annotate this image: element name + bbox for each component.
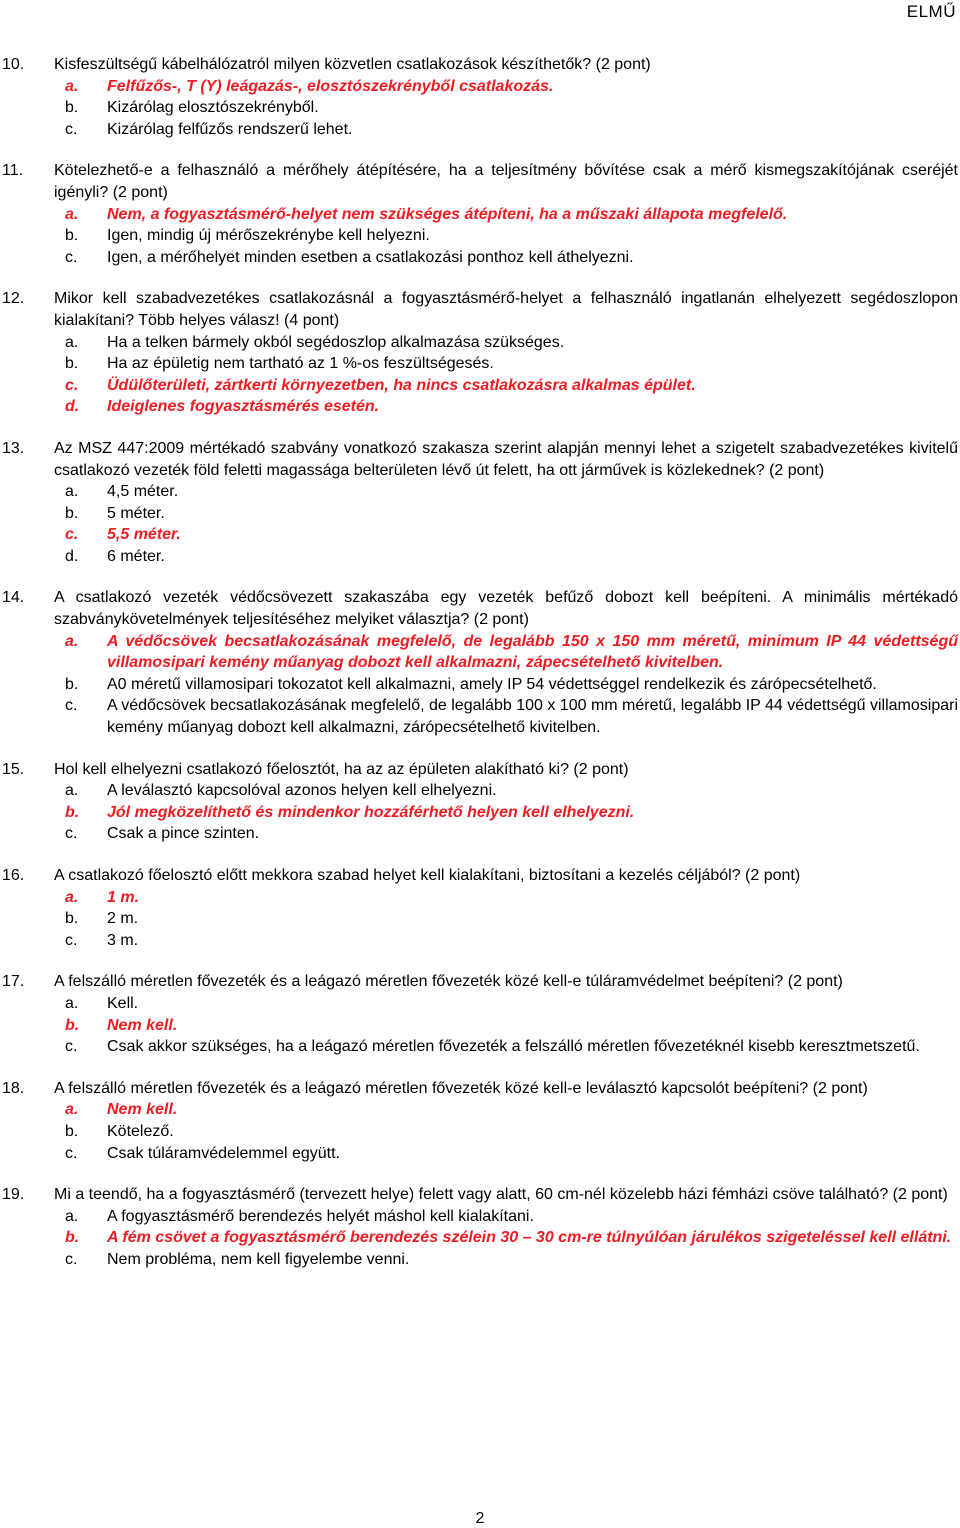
question-number: 18. — [2, 1079, 25, 1097]
option-letter: b. — [65, 675, 79, 693]
question-number: 16. — [2, 867, 25, 884]
option-letter: c. — [65, 1038, 78, 1056]
question-text: Mikor kell szabadvezetékes csatlakozásnál a fogyasztásmérő-helyet a felhasználó ingatlanán elhelyezett segédoszlopon kialakítani? Több helyes válasz! (4 pont) — [54, 290, 958, 329]
question-text: Hol kell elhelyezni csatlakozó főelosztót, ha az az épületen alakítható ki? (2 pont) — [54, 760, 629, 778]
question-block — [0, 438, 960, 568]
option-letter: b. — [65, 803, 80, 821]
question-block — [0, 759, 960, 845]
option-letter: c. — [65, 248, 78, 266]
answer-option — [54, 1121, 960, 1143]
answer-option-correct — [54, 887, 960, 909]
question-text: Kötelezhető-e a felhasználó a mérőhely átépítésére, ha a teljesítmény bővítése csak a mérő kismegszakítójának cseréjét igényli? (2 pont) — [54, 162, 958, 201]
option-letter: d. — [65, 398, 80, 416]
answer-option-correct — [54, 631, 960, 674]
question-row — [0, 288, 960, 331]
answer-option — [54, 546, 960, 568]
option-letter: b. — [65, 99, 79, 117]
option-letter: b. — [65, 1122, 79, 1140]
answer-option — [54, 823, 960, 845]
question-number: 12. — [2, 290, 25, 308]
option-text: A0 méretű villamosipari tokozatot kell alkalmazni, amely IP 54 védettséggel rendelkezik és zárópecsételhető. — [107, 675, 877, 693]
option-text: 3 m. — [107, 931, 139, 949]
option-letter: b. — [65, 227, 79, 245]
option-text: Kizárólag felfűzős rendszerű lehet. — [107, 120, 353, 138]
question-block — [0, 1184, 960, 1270]
option-letter: a. — [65, 888, 79, 906]
option-letter: a. — [65, 483, 79, 501]
option-text: 5 méter. — [107, 504, 165, 522]
answer-option-correct — [54, 396, 960, 418]
answer-option — [54, 119, 960, 141]
answer-option-correct — [54, 1099, 960, 1121]
option-text: Nem kell. — [107, 1016, 178, 1034]
question-number: 17. — [2, 973, 25, 991]
option-text: Kell. — [107, 994, 139, 1012]
option-letter: d. — [65, 547, 79, 565]
question-text: Kisfeszültségű kábelhálózatról milyen közvetlen csatlakozások készíthetők? (2 pont) — [54, 56, 651, 73]
option-letter: b. — [65, 355, 79, 373]
option-letter: a. — [65, 77, 79, 95]
option-text: A védőcsövek becsatlakozásának megfelelő, de legalább 150 x 150 mm méretű, minimum IP 44 védettségű villamosipari kemény műanyag dobozt kell alkalmazni, zápecsételhető kivitelben. — [107, 632, 958, 672]
option-letter: c. — [65, 697, 78, 715]
option-letter: c. — [65, 825, 78, 843]
answer-option — [54, 780, 960, 802]
question-row — [0, 865, 960, 887]
question-block — [0, 160, 960, 268]
option-letter: a. — [65, 632, 79, 650]
answer-option — [54, 1143, 960, 1165]
answer-option — [54, 695, 960, 738]
answer-option — [54, 481, 960, 503]
option-text: A leválasztó kapcsolóval azonos helyen kell elhelyezni. — [107, 782, 497, 800]
option-text: 5,5 méter. — [107, 526, 181, 544]
question-number: 11. — [2, 162, 24, 180]
option-text: Ha az épületig nem tartható az 1 %-os feszültségesés. — [107, 355, 494, 373]
answer-option-correct — [54, 524, 960, 546]
question-row — [0, 587, 960, 630]
answer-option-correct — [54, 375, 960, 397]
question-text: A csatlakozó vezeték védőcsövezett szakaszába egy vezeték befűző dobozt kell beépíteni. A minimális mértékadó szabványkövetelmények teljesítéséhez melyiket választja? (2 pont) — [54, 589, 958, 629]
option-text: Igen, a mérőhelyet minden esetben a csatlakozási ponthoz kell áthelyezni. — [107, 248, 634, 266]
option-letter: c. — [65, 376, 79, 394]
question-block — [0, 54, 960, 140]
page-number: 2 — [475, 1510, 485, 1527]
option-letter: a. — [65, 782, 79, 800]
question-text: Az MSZ 447:2009 mértékadó szabvány vonatkozó szakasza szerint alapján mennyi lehet a szigetelt szabadvezetékes kivitelű csatlakozó vezeték föld feletti magassága belterületen lévő út felett, ha ott járművek is közlekednek? (2 pont) — [54, 439, 958, 479]
question-block — [0, 288, 960, 418]
option-letter: a. — [65, 994, 79, 1012]
option-text: Nem, a fogyasztásmérő-helyet nem szükséges átépíteni, ha a műszaki állapota megfelelő. — [107, 205, 788, 223]
option-text: Üdülőterületi, zártkerti környezetben, ha nincs csatlakozásra alkalmas épület. — [107, 376, 696, 394]
question-block — [0, 587, 960, 738]
option-text: Nem kell. — [107, 1101, 178, 1119]
question-row — [0, 54, 960, 76]
answer-option-correct — [54, 76, 960, 98]
option-letter: b. — [65, 1016, 80, 1034]
option-text: Jól megközelíthető és mindenkor hozzáférhető helyen kell elhelyezni. — [107, 803, 635, 821]
answer-option — [54, 930, 960, 952]
option-text: Kizárólag elosztószekrényből. — [107, 99, 319, 117]
answer-option — [54, 225, 960, 247]
answer-option — [54, 503, 960, 525]
option-text: Felfűzős-, T (Y) leágazás-, elosztószekrényből csatlakozás. — [107, 77, 554, 95]
question-number: 19. — [2, 1186, 25, 1204]
option-letter: c. — [65, 1250, 78, 1268]
answer-option-correct — [54, 1227, 960, 1249]
option-text: Csak a pince szinten. — [107, 825, 260, 843]
answer-option-correct — [54, 204, 960, 226]
option-text: A fogyasztásmérő berendezés helyét máshol kell kialakítani. — [107, 1207, 534, 1225]
option-text: A fém csövet a fogyasztásmérő berendezés szélein 30 – 30 cm-re túlnyúlóan járulékos szigeteléssel kell ellátni. — [107, 1229, 952, 1247]
option-letter: b. — [65, 504, 79, 522]
option-text: A védőcsövek becsatlakozásának megfelelő, de legalább 100 x 100 mm méretű, legalább IP 44 védettségű villamosipari kemény műanyag dobozt kell alkalmazni, zárópecsételhető kivitelben. — [107, 697, 958, 737]
question-text: A felszálló méretlen fővezeték és a leágazó méretlen fővezeték közé kell-e túláramvédelmet beépíteni? (2 pont) — [54, 973, 843, 991]
question-list — [0, 54, 960, 1291]
option-letter: a. — [65, 205, 79, 223]
option-letter: c. — [65, 526, 79, 544]
document-header-label: ELMŰ — [906, 2, 956, 21]
answer-option — [54, 97, 960, 119]
option-text: Csak akkor szükséges, ha a leágazó méretlen fővezeték a felszálló méretlen fővezetéknél kisebb keresztmetszetű. — [107, 1038, 920, 1056]
question-row — [0, 1184, 960, 1206]
option-text: Ha a telken bármely okból segédoszlop alkalmazása szükséges. — [107, 333, 565, 351]
question-block — [0, 865, 960, 951]
question-row — [0, 759, 960, 781]
answer-option — [54, 993, 960, 1015]
question-text: Mi a teendő, ha a fogyasztásmérő (tervezett helye) felett vagy alatt, 60 cm-nél közelebb házi fémházi csöve található? (2 pont) — [54, 1186, 948, 1204]
question-row — [0, 1078, 960, 1100]
question-row — [0, 438, 960, 481]
question-row — [0, 971, 960, 993]
question-number: 13. — [2, 439, 25, 457]
answer-option — [54, 247, 960, 269]
option-text: 6 méter. — [107, 547, 165, 565]
question-number: 10. — [2, 56, 25, 73]
answer-option-correct — [54, 1015, 960, 1037]
answer-option-correct — [54, 802, 960, 824]
option-text: 1 m. — [107, 888, 140, 906]
question-number: 14. — [2, 589, 25, 607]
answer-option — [54, 332, 960, 354]
option-text: Igen, mindig új mérőszekrénybe kell helyezni. — [107, 227, 430, 245]
question-number: 15. — [2, 760, 25, 778]
answer-option — [54, 1036, 960, 1058]
option-letter: b. — [65, 1229, 80, 1247]
option-text: Ideiglenes fogyasztásmérés esetén. — [107, 398, 380, 416]
option-letter: b. — [65, 910, 79, 928]
option-letter: a. — [65, 333, 79, 351]
option-text: 2 m. — [107, 910, 139, 928]
answer-option — [54, 353, 960, 375]
question-text: A csatlakozó főelosztó előtt mekkora szabad helyet kell kialakítani, biztosítani a kezelés céljából? (2 pont) — [54, 867, 801, 884]
answer-option — [54, 1206, 960, 1228]
answer-option — [54, 1249, 960, 1271]
option-letter: c. — [65, 931, 78, 949]
option-letter: c. — [65, 120, 78, 138]
option-text: 4,5 méter. — [107, 483, 179, 501]
option-letter: a. — [65, 1101, 79, 1119]
question-block — [0, 971, 960, 1057]
option-letter: a. — [65, 1207, 79, 1225]
option-letter: c. — [65, 1144, 78, 1162]
question-block — [0, 1078, 960, 1164]
option-text: Kötelező. — [107, 1122, 174, 1140]
question-row — [0, 160, 960, 203]
answer-option — [54, 674, 960, 696]
answer-option — [54, 908, 960, 930]
question-text: A felszálló méretlen fővezeték és a leágazó méretlen fővezeték közé kell-e leválasztó kapcsolót beépíteni? (2 pont) — [54, 1079, 868, 1097]
option-text: Csak túláramvédelemmel együtt. — [107, 1144, 340, 1162]
option-text: Nem probléma, nem kell figyelembe venni. — [107, 1250, 410, 1268]
